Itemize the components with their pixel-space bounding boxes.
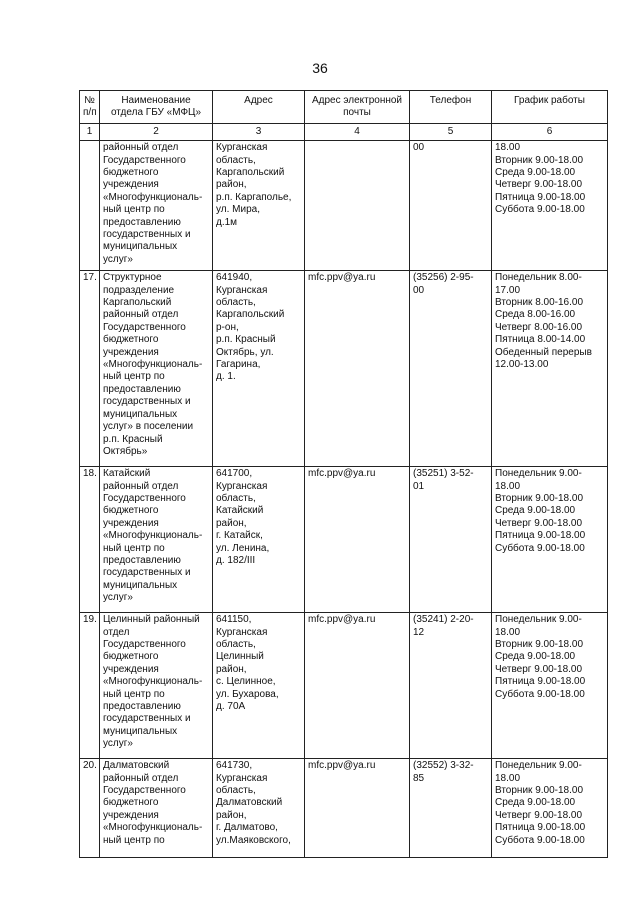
table-header-row bbox=[80, 91, 608, 124]
text-line: Каргапольский bbox=[216, 309, 285, 321]
text-line: бюджетного bbox=[103, 167, 159, 179]
column-numbers-row bbox=[80, 123, 608, 140]
text-line: 18.00 bbox=[495, 626, 521, 638]
text-line: 17.00 bbox=[495, 284, 521, 296]
text-line: mfc.ppv@ya.ru bbox=[308, 272, 376, 284]
text-line: Понедельник 9.00- bbox=[495, 760, 582, 772]
text-line: Адрес bbox=[244, 95, 273, 106]
table-row bbox=[80, 141, 608, 271]
text-line: Наименование bbox=[121, 95, 191, 106]
text-line: Четверг 9.00-18.00 bbox=[495, 517, 583, 529]
text-line: учреждения bbox=[103, 663, 159, 675]
text-line: д.1м bbox=[216, 216, 238, 228]
email bbox=[305, 271, 410, 467]
row-number bbox=[80, 141, 100, 271]
text-line: (35241) 2-20- bbox=[413, 614, 474, 626]
text-line: Структурное bbox=[103, 272, 162, 284]
text-line: 641150, bbox=[216, 614, 252, 626]
text-line: Вторник 9.00-18.00 bbox=[495, 154, 584, 166]
text-line: учреждения bbox=[103, 179, 159, 191]
text-line: государственных и bbox=[103, 396, 191, 408]
email bbox=[305, 759, 410, 858]
text-line: Среда 9.00-18.00 bbox=[495, 167, 576, 179]
department-name bbox=[100, 141, 213, 271]
text-line: Катайский bbox=[103, 468, 151, 480]
text-line: услуг» bbox=[103, 592, 133, 604]
text-line: 18.00 bbox=[495, 480, 521, 492]
text-line: муниципальных bbox=[103, 241, 178, 253]
text-line: д. 1. bbox=[216, 371, 236, 383]
text-line: Четверг 9.00-18.00 bbox=[495, 179, 583, 191]
text-line: районный отдел bbox=[103, 142, 179, 154]
row-number: 17. bbox=[80, 271, 100, 467]
text-line bbox=[308, 142, 406, 154]
text-line: № bbox=[84, 95, 95, 106]
schedule bbox=[492, 759, 608, 858]
text-line: г. Катайск, bbox=[216, 530, 263, 542]
text-line: Катайский bbox=[216, 505, 264, 517]
department-name bbox=[100, 759, 213, 858]
department-name bbox=[100, 613, 213, 759]
text-line: муниципальных bbox=[103, 408, 178, 420]
table-row bbox=[80, 759, 608, 858]
address bbox=[213, 141, 305, 271]
header-email bbox=[305, 91, 410, 124]
text-line: районный отдел bbox=[103, 772, 179, 784]
text-line: ный центр по bbox=[103, 834, 165, 846]
row-number: 20. bbox=[80, 759, 100, 858]
text-line: Пятница 9.00-18.00 bbox=[495, 530, 586, 542]
text-line: Целинный районный bbox=[103, 614, 200, 626]
text-line: муниципальных bbox=[103, 725, 178, 737]
email bbox=[305, 141, 410, 271]
phone bbox=[410, 759, 492, 858]
text-line: Государственного bbox=[103, 321, 186, 333]
text-line: область, bbox=[216, 154, 256, 166]
text-line: подразделение bbox=[103, 284, 175, 296]
phone bbox=[410, 467, 492, 613]
text-line: бюджетного bbox=[103, 797, 159, 809]
text-line: 01 bbox=[413, 480, 425, 492]
text-line: почты bbox=[343, 107, 371, 119]
text-line: 12.00-13.00 bbox=[495, 359, 549, 371]
text-line: 12 bbox=[413, 626, 425, 638]
text-line: Курганская bbox=[216, 772, 268, 784]
text-line: Вторник 9.00-18.00 bbox=[495, 785, 584, 797]
table-row bbox=[80, 467, 608, 613]
text-line: 00 bbox=[413, 284, 425, 296]
address bbox=[213, 271, 305, 467]
text-line: Среда 9.00-18.00 bbox=[495, 651, 576, 663]
text-line: государственных и bbox=[103, 567, 191, 579]
header-department-name bbox=[100, 91, 213, 124]
text-line: ул. Мира, bbox=[216, 204, 260, 216]
text-line: с. Целинное, bbox=[216, 676, 276, 688]
text-line: область, bbox=[216, 785, 256, 797]
text-line: Понедельник 9.00- bbox=[495, 468, 582, 480]
phone bbox=[410, 613, 492, 759]
text-line: учреждения bbox=[103, 346, 159, 358]
column-number: 5 bbox=[410, 123, 492, 140]
column-number: 3 bbox=[213, 123, 305, 140]
text-line: Государственного bbox=[103, 154, 186, 166]
text-line: услуг» bbox=[103, 253, 133, 265]
text-line: район, bbox=[216, 663, 247, 675]
text-line: р.п. Каргаполье, bbox=[216, 191, 292, 203]
text-line: р-он, bbox=[216, 321, 239, 333]
text-line: ный центр по bbox=[103, 204, 165, 216]
page-number: 36 bbox=[312, 60, 328, 76]
text-line: mfc.ppv@ya.ru bbox=[308, 614, 376, 626]
text-line: ный центр по bbox=[103, 371, 165, 383]
row-number: 18. bbox=[80, 467, 100, 613]
row-number: 19. bbox=[80, 613, 100, 759]
text-line: ул. Ленина, bbox=[216, 542, 270, 554]
text-line: 641730, bbox=[216, 760, 253, 772]
text-line: Пятница 8.00-14.00 bbox=[495, 334, 586, 346]
text-line: Суббота 9.00-18.00 bbox=[495, 204, 585, 216]
text-line: Вторник 9.00-18.00 bbox=[495, 493, 584, 505]
address bbox=[213, 759, 305, 858]
text-line: бюджетного bbox=[103, 334, 159, 346]
text-line: «Многофункциональ- bbox=[103, 530, 203, 542]
text-line: Далматовский bbox=[216, 797, 283, 809]
text-line: услуг» в поселении bbox=[103, 421, 194, 433]
text-line: д. 182/III bbox=[216, 555, 256, 567]
text-line: Курганская bbox=[216, 284, 268, 296]
column-number: 6 bbox=[492, 123, 608, 140]
text-line: Телефон bbox=[429, 95, 472, 106]
text-line: районный отдел bbox=[103, 309, 179, 321]
mfc-departments-table bbox=[79, 90, 608, 858]
text-line: Вторник 8.00-16.00 bbox=[495, 297, 584, 309]
schedule bbox=[492, 271, 608, 467]
text-line: ный центр по bbox=[103, 688, 165, 700]
text-line: Каргапольский bbox=[103, 297, 172, 309]
text-line: 641700, bbox=[216, 468, 253, 480]
text-line: Среда 9.00-18.00 bbox=[495, 505, 576, 517]
table-row bbox=[80, 271, 608, 467]
text-line: 85 bbox=[413, 772, 425, 784]
text-line: Государственного bbox=[103, 493, 186, 505]
text-line: муниципальных bbox=[103, 579, 178, 591]
text-line: 18.00 bbox=[495, 142, 521, 154]
text-line: Октябрь, ул. bbox=[216, 346, 274, 358]
text-line: район, bbox=[216, 179, 247, 191]
text-line: область, bbox=[216, 493, 256, 505]
text-line: ный центр по bbox=[103, 542, 165, 554]
phone bbox=[410, 271, 492, 467]
text-line: Октябрь» bbox=[103, 445, 148, 457]
text-line: Четверг 9.00-18.00 bbox=[495, 663, 583, 675]
text-line: д. 70А bbox=[216, 701, 246, 713]
schedule bbox=[492, 613, 608, 759]
text-line: учреждения bbox=[103, 809, 159, 821]
email bbox=[305, 613, 410, 759]
text-line: Далматовский bbox=[103, 760, 170, 772]
text-line: mfc.ppv@ya.ru bbox=[308, 760, 376, 772]
text-line: предоставлению bbox=[103, 216, 181, 228]
column-number: 2 bbox=[100, 123, 213, 140]
header-phone bbox=[410, 91, 492, 124]
text-line: район, bbox=[216, 517, 247, 529]
schedule bbox=[492, 141, 608, 271]
header-number bbox=[80, 91, 100, 124]
text-line: Суббота 9.00-18.00 bbox=[495, 834, 585, 846]
header-address bbox=[213, 91, 305, 124]
text-line: (32552) 3-32- bbox=[413, 760, 474, 772]
text-line: Вторник 9.00-18.00 bbox=[495, 639, 584, 651]
text-line: отдел bbox=[103, 626, 130, 638]
text-line: предоставлению bbox=[103, 701, 181, 713]
text-line: Четверг 8.00-16.00 bbox=[495, 321, 583, 333]
text-line: государственных и bbox=[103, 229, 191, 241]
text-line: Суббота 9.00-18.00 bbox=[495, 542, 585, 554]
text-line: Государственного bbox=[103, 639, 186, 651]
text-line: 00 bbox=[413, 142, 425, 154]
text-line: ул.Маяковского, bbox=[216, 834, 291, 846]
text-line: район, bbox=[216, 809, 247, 821]
text-line: Понедельник 8.00- bbox=[495, 272, 582, 284]
column-number: 1 bbox=[80, 123, 100, 140]
text-line: ул. Бухарова, bbox=[216, 688, 279, 700]
text-line: предоставлению bbox=[103, 555, 181, 567]
text-line: (35256) 2-95- bbox=[413, 272, 474, 284]
text-line: Обеденный перерыв bbox=[495, 346, 592, 358]
text-line: Курганская bbox=[216, 626, 268, 638]
table-row bbox=[80, 613, 608, 759]
text-line: бюджетного bbox=[103, 505, 159, 517]
header-schedule bbox=[492, 91, 608, 124]
address bbox=[213, 467, 305, 613]
address bbox=[213, 613, 305, 759]
text-line: (35251) 3-52- bbox=[413, 468, 474, 480]
text-line: «Многофункциональ- bbox=[103, 359, 203, 371]
text-line: Суббота 9.00-18.00 bbox=[495, 688, 585, 700]
text-line: область, bbox=[216, 297, 256, 309]
text-line: Курганская bbox=[216, 480, 268, 492]
text-line: Среда 8.00-16.00 bbox=[495, 309, 576, 321]
text-line: бюджетного bbox=[103, 651, 159, 663]
text-line: услуг» bbox=[103, 738, 133, 750]
text-line: Понедельник 9.00- bbox=[495, 614, 582, 626]
email bbox=[305, 467, 410, 613]
text-line: Курганская bbox=[216, 142, 268, 154]
department-name bbox=[100, 467, 213, 613]
text-line: 18.00 bbox=[495, 772, 521, 784]
text-line: п/п bbox=[83, 107, 97, 119]
phone bbox=[410, 141, 492, 271]
text-line: «Многофункциональ- bbox=[103, 676, 203, 688]
department-name bbox=[100, 271, 213, 467]
column-number: 4 bbox=[305, 123, 410, 140]
text-line: государственных и bbox=[103, 713, 191, 725]
text-line: Пятница 9.00-18.00 bbox=[495, 676, 586, 688]
text-line: 641940, bbox=[216, 272, 253, 284]
text-line: Целинный bbox=[216, 651, 264, 663]
text-line: Пятница 9.00-18.00 bbox=[495, 822, 586, 834]
text-line: Пятница 9.00-18.00 bbox=[495, 191, 586, 203]
text-line: Гагарина, bbox=[216, 359, 261, 371]
text-line: р.п. Красный bbox=[103, 433, 163, 445]
text-line: Каргапольский bbox=[216, 167, 285, 179]
text-line: область, bbox=[216, 639, 256, 651]
text-line: Адрес электронной bbox=[311, 95, 403, 106]
text-line: р.п. Красный bbox=[216, 334, 276, 346]
text-line: «Многофункциональ- bbox=[103, 191, 203, 203]
text-line: mfc.ppv@ya.ru bbox=[308, 468, 376, 480]
text-line: «Многофункциональ- bbox=[103, 822, 203, 834]
schedule bbox=[492, 467, 608, 613]
text-line: Среда 9.00-18.00 bbox=[495, 797, 576, 809]
text-line: предоставлению bbox=[103, 383, 181, 395]
text-line: г. Далматово, bbox=[216, 822, 278, 834]
text-line: учреждения bbox=[103, 517, 159, 529]
text-line: Четверг 9.00-18.00 bbox=[495, 809, 583, 821]
text-line: Государственного bbox=[103, 785, 186, 797]
text-line: районный отдел bbox=[103, 480, 179, 492]
text-line: График работы bbox=[514, 95, 585, 106]
text-line: отдела ГБУ «МФЦ» bbox=[110, 107, 202, 119]
